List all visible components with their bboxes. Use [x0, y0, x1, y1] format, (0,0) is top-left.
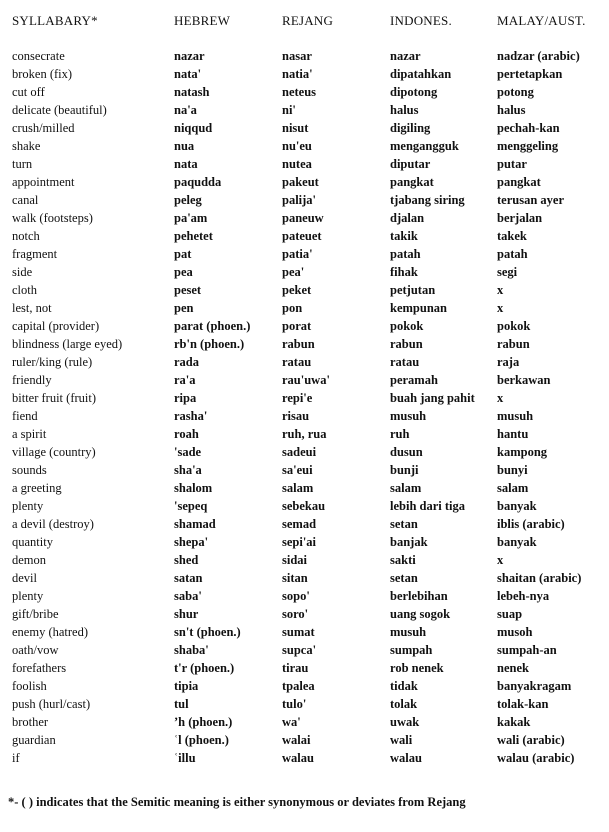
cell-syllabary: fiend — [12, 409, 38, 423]
table-row — [12, 425, 602, 443]
cell-malay-aust: bunyi — [497, 463, 528, 477]
cell-rejang: salam — [282, 481, 314, 495]
cell-syllabary: guardian — [12, 733, 56, 747]
cell-malay-aust: banyakragam — [497, 679, 572, 693]
cell-syllabary: quantity — [12, 535, 53, 549]
cell-syllabary: forefathers — [12, 661, 67, 675]
cell-syllabary: walk (footsteps) — [12, 211, 93, 225]
cell-rejang: rau'uwa' — [282, 373, 330, 387]
table-row — [12, 515, 602, 533]
cell-syllabary: cut off — [12, 85, 45, 99]
cell-malay-aust: nadzar (arabic) — [497, 49, 580, 63]
table-row — [12, 713, 602, 731]
cell-rejang: pon — [282, 301, 303, 315]
cell-malay-aust: terusan ayer — [497, 193, 564, 207]
cell-hebrew: nata' — [174, 67, 202, 81]
cell-indonesian: tidak — [390, 679, 418, 693]
cell-hebrew: nua — [174, 139, 195, 153]
cell-malay-aust: x — [497, 391, 504, 405]
cell-malay-aust: potong — [497, 85, 534, 99]
table-row — [12, 749, 602, 767]
cell-syllabary: a greeting — [12, 481, 62, 495]
cell-hebrew: niqqud — [174, 121, 213, 135]
cell-syllabary: friendly — [12, 373, 52, 387]
cell-rejang: ni' — [282, 103, 296, 117]
cell-syllabary: if — [12, 751, 20, 765]
table-row — [12, 497, 602, 515]
cell-rejang: pakeut — [282, 175, 319, 189]
cell-indonesian: pokok — [390, 319, 424, 333]
cell-hebrew: ʿl (phoen.) — [174, 733, 229, 747]
cell-malay-aust: lebeh-nya — [497, 589, 550, 603]
cell-indonesian: diputar — [390, 157, 431, 171]
cell-hebrew: ʿillu — [174, 751, 196, 765]
cell-indonesian: musuh — [390, 625, 427, 639]
cell-rejang: paneuw — [282, 211, 324, 225]
cell-rejang: peket — [282, 283, 312, 297]
cell-rejang: sumat — [282, 625, 315, 639]
cell-rejang: ruh, rua — [282, 427, 327, 441]
cell-malay-aust: kampong — [497, 445, 548, 459]
cell-syllabary: capital (provider) — [12, 319, 100, 333]
cell-hebrew: pen — [174, 301, 194, 315]
cell-indonesian: djalan — [390, 211, 425, 225]
cell-rejang: sitan — [282, 571, 308, 585]
table-row — [12, 623, 602, 641]
table-row — [12, 461, 602, 479]
cell-indonesian: halus — [390, 103, 419, 117]
cell-hebrew: nazar — [174, 49, 205, 63]
cell-rejang: nisut — [282, 121, 309, 135]
cell-syllabary: notch — [12, 229, 40, 243]
cell-syllabary: lest, not — [12, 301, 52, 315]
cell-syllabary: push (hurl/cast) — [12, 697, 91, 711]
cell-malay-aust: nenek — [497, 661, 529, 675]
cell-indonesian: digiling — [390, 121, 431, 135]
cell-syllabary: plenty — [12, 589, 44, 603]
cell-syllabary: side — [12, 265, 33, 279]
cell-indonesian: uang sogok — [390, 607, 451, 621]
cell-syllabary: sounds — [12, 463, 47, 477]
cell-syllabary: brother — [12, 715, 49, 729]
header-malay-aust: MALAY/AUST. — [497, 13, 586, 28]
cell-malay-aust: putar — [497, 157, 527, 171]
cell-syllabary: foolish — [12, 679, 47, 693]
header-syllabary: SYLLABARY* — [12, 13, 98, 28]
cell-rejang: patia' — [282, 247, 313, 261]
cell-syllabary: blindness (large eyed) — [12, 337, 123, 351]
table-row — [12, 587, 602, 605]
cell-hebrew: shed — [174, 553, 199, 567]
cell-hebrew: 'sepeq — [174, 499, 208, 513]
cell-malay-aust: kakak — [497, 715, 531, 729]
cell-hebrew: rada — [174, 355, 199, 369]
table-row — [12, 479, 602, 497]
cell-rejang: nu'eu — [282, 139, 312, 153]
cell-malay-aust: salam — [497, 481, 529, 495]
cell-indonesian: salam — [390, 481, 422, 495]
table-row — [12, 731, 602, 749]
cell-rejang: semad — [282, 517, 317, 531]
table-row — [12, 101, 602, 119]
cell-hebrew: ripa — [174, 391, 197, 405]
cell-hebrew: parat (phoen.) — [174, 319, 251, 333]
lexicon-table — [12, 13, 602, 767]
cell-indonesian: lebih dari tiga — [390, 499, 466, 513]
cell-hebrew: satan — [174, 571, 203, 585]
cell-malay-aust: musoh — [497, 625, 533, 639]
cell-indonesian: banjak — [390, 535, 428, 549]
table-row — [12, 209, 602, 227]
cell-syllabary: appointment — [12, 175, 75, 189]
table-row — [12, 335, 602, 353]
cell-syllabary: devil — [12, 571, 37, 585]
cell-indonesian: fihak — [390, 265, 418, 279]
cell-syllabary: broken (fix) — [12, 67, 73, 81]
cell-rejang: nutea — [282, 157, 312, 171]
cell-syllabary: canal — [12, 193, 39, 207]
cell-malay-aust: berjalan — [497, 211, 543, 225]
cell-malay-aust: raja — [497, 355, 520, 369]
cell-rejang: tulo' — [282, 697, 307, 711]
cell-malay-aust: suap — [497, 607, 523, 621]
cell-hebrew: rb'n (phoen.) — [174, 337, 245, 351]
table-row — [12, 47, 602, 65]
table-row — [12, 407, 602, 425]
cell-hebrew: roah — [174, 427, 199, 441]
cell-hebrew: peset — [174, 283, 202, 297]
cell-malay-aust: x — [497, 553, 504, 567]
cell-hebrew: 'sade — [174, 445, 202, 459]
table-row — [12, 227, 602, 245]
cell-malay-aust: takek — [497, 229, 527, 243]
cell-indonesian: buah jang pahit — [390, 391, 475, 405]
cell-indonesian: kempunan — [390, 301, 447, 315]
cell-hebrew: natash — [174, 85, 210, 99]
cell-hebrew: rasha' — [174, 409, 208, 423]
cell-rejang: palija' — [282, 193, 317, 207]
cell-indonesian: dipotong — [390, 85, 438, 99]
table-row — [12, 155, 602, 173]
cell-indonesian: mengangguk — [390, 139, 459, 153]
cell-rejang: sopo' — [282, 589, 310, 603]
cell-indonesian: nazar — [390, 49, 421, 63]
table-row — [12, 191, 602, 209]
table-row — [12, 605, 602, 623]
table-row — [12, 245, 602, 263]
cell-rejang: neteus — [282, 85, 317, 99]
table-row — [12, 551, 602, 569]
cell-hebrew: tul — [174, 697, 189, 711]
cell-indonesian: dipatahkan — [390, 67, 452, 81]
cell-hebrew: pehetet — [174, 229, 213, 243]
cell-hebrew: shur — [174, 607, 199, 621]
cell-syllabary: turn — [12, 157, 33, 171]
cell-rejang: sidai — [282, 553, 308, 567]
cell-hebrew: peleg — [174, 193, 202, 207]
cell-syllabary: cloth — [12, 283, 37, 297]
table-row — [12, 533, 602, 551]
cell-rejang: pea' — [282, 265, 305, 279]
cell-hebrew: pat — [174, 247, 192, 261]
cell-malay-aust: shaitan (arabic) — [497, 571, 582, 585]
cell-syllabary: consecrate — [12, 49, 65, 63]
cell-hebrew: ra'a — [174, 373, 196, 387]
cell-rejang: rabun — [282, 337, 315, 351]
cell-indonesian: patah — [390, 247, 421, 261]
cell-syllabary: demon — [12, 553, 47, 567]
header-indonesian: INDONES. — [390, 13, 452, 28]
cell-indonesian: tjabang siring — [390, 193, 465, 207]
table-row — [12, 443, 602, 461]
cell-malay-aust: pertetapkan — [497, 67, 563, 81]
cell-hebrew: na'a — [174, 103, 197, 117]
table-header-row — [12, 13, 602, 47]
cell-syllabary: oath/vow — [12, 643, 59, 657]
cell-indonesian: sumpah — [390, 643, 433, 657]
cell-rejang: repi'e — [282, 391, 313, 405]
table-body — [12, 47, 602, 767]
table-row — [12, 83, 602, 101]
header-rejang: REJANG — [282, 13, 334, 28]
cell-hebrew: shalom — [174, 481, 213, 495]
table-row — [12, 173, 602, 191]
cell-indonesian: ruh — [390, 427, 410, 441]
cell-rejang: sadeui — [282, 445, 317, 459]
cell-rejang: tpalea — [282, 679, 315, 693]
cell-indonesian: ratau — [390, 355, 420, 369]
cell-rejang: porat — [282, 319, 312, 333]
table-row — [12, 317, 602, 335]
cell-indonesian: sakti — [390, 553, 416, 567]
cell-hebrew: shamad — [174, 517, 216, 531]
table-row — [12, 263, 602, 281]
cell-rejang: tirau — [282, 661, 309, 675]
cell-indonesian: setan — [390, 571, 418, 585]
cell-hebrew: pea — [174, 265, 193, 279]
cell-syllabary: enemy (hatred) — [12, 625, 89, 639]
cell-malay-aust: iblis (arabic) — [497, 517, 565, 531]
cell-hebrew: sha'a — [174, 463, 202, 477]
cell-syllabary: fragment — [12, 247, 58, 261]
cell-malay-aust: rabun — [497, 337, 530, 351]
cell-indonesian: setan — [390, 517, 418, 531]
cell-syllabary: delicate (beautiful) — [12, 103, 107, 117]
cell-syllabary: a spirit — [12, 427, 47, 441]
cell-syllabary: crush/milled — [12, 121, 75, 135]
cell-malay-aust: walau (arabic) — [497, 751, 575, 765]
cell-malay-aust: pechah-kan — [497, 121, 560, 135]
cell-hebrew: shepa' — [174, 535, 209, 549]
cell-rejang: sebekau — [282, 499, 326, 513]
table-row — [12, 281, 602, 299]
cell-malay-aust: patah — [497, 247, 528, 261]
table-row — [12, 119, 602, 137]
cell-malay-aust: berkawan — [497, 373, 551, 387]
table-row — [12, 641, 602, 659]
cell-indonesian: rob nenek — [390, 661, 444, 675]
cell-hebrew: sn't (phoen.) — [174, 625, 241, 639]
table-row — [12, 695, 602, 713]
table-row — [12, 299, 602, 317]
cell-rejang: nasar — [282, 49, 312, 63]
table-row — [12, 659, 602, 677]
table-row — [12, 389, 602, 407]
cell-indonesian: berlebihan — [390, 589, 448, 603]
cell-syllabary: bitter fruit (fruit) — [12, 391, 96, 405]
cell-malay-aust: menggeling — [497, 139, 559, 153]
cell-malay-aust: banyak — [497, 499, 537, 513]
table-row — [12, 65, 602, 83]
cell-indonesian: dusun — [390, 445, 423, 459]
cell-rejang: pateuet — [282, 229, 322, 243]
table-row — [12, 137, 602, 155]
cell-malay-aust: hantu — [497, 427, 529, 441]
cell-malay-aust: wali (arabic) — [497, 733, 565, 747]
cell-rejang: wa' — [282, 715, 301, 729]
cell-hebrew: pa'am — [174, 211, 208, 225]
cell-hebrew: tipia — [174, 679, 199, 693]
table-row — [12, 371, 602, 389]
footnote: *- ( ) indicates that the Semitic meaning is either synonymous or deviates from Rejang — [8, 795, 466, 809]
cell-syllabary: plenty — [12, 499, 44, 513]
cell-syllabary: village (country) — [12, 445, 96, 459]
cell-malay-aust: musuh — [497, 409, 534, 423]
header-hebrew: HEBREW — [174, 13, 231, 28]
cell-indonesian: takik — [390, 229, 418, 243]
cell-rejang: supca' — [282, 643, 317, 657]
cell-indonesian: petjutan — [390, 283, 436, 297]
cell-indonesian: wali — [390, 733, 413, 747]
cell-rejang: ratau — [282, 355, 312, 369]
cell-indonesian: musuh — [390, 409, 427, 423]
cell-indonesian: uwak — [390, 715, 420, 729]
table-row — [12, 353, 602, 371]
cell-rejang: natia' — [282, 67, 313, 81]
cell-malay-aust: segi — [497, 265, 518, 279]
cell-indonesian: peramah — [390, 373, 438, 387]
cell-indonesian: pangkat — [390, 175, 434, 189]
cell-syllabary: gift/bribe — [12, 607, 59, 621]
cell-rejang: sepi'ai — [282, 535, 317, 549]
cell-malay-aust: sumpah-an — [497, 643, 557, 657]
cell-indonesian: bunji — [390, 463, 419, 477]
cell-malay-aust: pokok — [497, 319, 531, 333]
cell-malay-aust: pangkat — [497, 175, 541, 189]
cell-malay-aust: halus — [497, 103, 526, 117]
cell-hebrew: t'r (phoen.) — [174, 661, 235, 675]
cell-malay-aust: tolak-kan — [497, 697, 549, 711]
cell-malay-aust: banyak — [497, 535, 537, 549]
cell-hebrew: paqudda — [174, 175, 222, 189]
cell-indonesian: tolak — [390, 697, 418, 711]
cell-hebrew: shaba' — [174, 643, 209, 657]
cell-syllabary: a devil (destroy) — [12, 517, 94, 531]
cell-rejang: walau — [282, 751, 314, 765]
cell-rejang: walai — [282, 733, 311, 747]
cell-malay-aust: x — [497, 283, 504, 297]
cell-hebrew: saba' — [174, 589, 202, 603]
cell-rejang: sa'eui — [282, 463, 313, 477]
cell-syllabary: shake — [12, 139, 41, 153]
cell-rejang: soro' — [282, 607, 309, 621]
cell-malay-aust: x — [497, 301, 504, 315]
cell-indonesian: rabun — [390, 337, 423, 351]
cell-syllabary: ruler/king (rule) — [12, 355, 93, 369]
cell-hebrew: nata — [174, 157, 198, 171]
cell-hebrew: ʼh (phoen.) — [174, 715, 233, 729]
cell-indonesian: walau — [390, 751, 422, 765]
cell-rejang: risau — [282, 409, 310, 423]
table-row — [12, 677, 602, 695]
table-row — [12, 569, 602, 587]
